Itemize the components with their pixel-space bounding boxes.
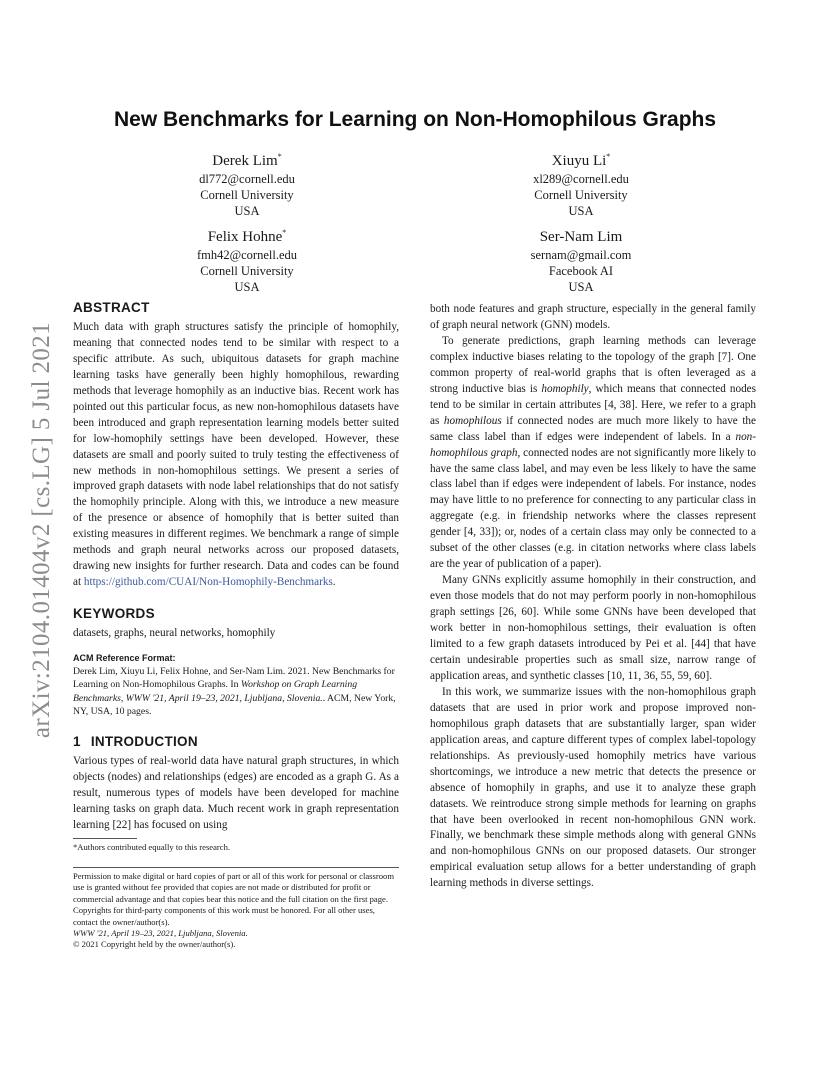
left-column <box>73 300 399 834</box>
paper-title: New Benchmarks for Learning on Non-Homophilous Graphs <box>113 108 717 131</box>
author-affiliation: Cornell University <box>534 188 628 202</box>
code-repository-link[interactable]: https://github.com/CUAI/Non-Homophily-Benchmarks <box>83 576 333 589</box>
author-block <box>471 151 691 219</box>
equal-contribution-mark: * <box>277 152 282 161</box>
author-country: USA <box>568 204 594 218</box>
author-email: xl289@cornell.edu <box>533 172 629 186</box>
introduction-paragraph: Various types of real-world data have natural graph structures, in which objects (nodes) and relationships (edges) are encoded as a graph G. As a result, numerous types of models have been developed for machine learning tasks on graph data. Much recent work in graph representation learning [22] has focused on using <box>73 755 399 832</box>
author-country: USA <box>568 280 594 294</box>
permission-divider <box>73 867 399 868</box>
author-name: Ser-Nam Lim <box>539 229 623 245</box>
acm-reference-text: Derek Lim, Xiuyu Li, Felix Hohne, and Ser-Nam Lim. 2021. New Benchmarks for Learning on Non-Homophilous Graphs. In Workshop on Graph Learning Benchmarks, WWW '21, April 19–23, 2021, Ljubljana, Slovenia.. ACM, New York, NY, USA, 10 pages. <box>73 666 396 717</box>
author-email: fmh42@cornell.edu <box>196 248 298 262</box>
permission-block <box>73 871 399 951</box>
arxiv-id: arXiv:2104.01404v2 [cs.LG] 5 Jul 2021 <box>28 321 55 739</box>
author-email: dl772@cornell.edu <box>199 172 295 186</box>
author-affiliation: Cornell University <box>200 188 294 202</box>
permission-venue: WWW '21, April 19–23, 2021, Ljubljana, Slovenia. <box>73 928 248 939</box>
introduction-heading: 1 INTRODUCTION <box>73 734 198 750</box>
author-email: sernam@gmail.com <box>530 248 632 262</box>
equal-contribution-mark: * <box>606 152 611 161</box>
keywords-heading: KEYWORDS <box>73 606 155 622</box>
author-affiliation: Facebook AI <box>548 264 614 278</box>
footnote-divider <box>73 838 137 839</box>
equal-contribution-mark: * <box>282 228 287 237</box>
abstract-heading: ABSTRACT <box>73 300 150 315</box>
intro-paragraph-1: both node features and graph structure, especially in the general family of graph neural network (GNN) models. <box>430 303 756 331</box>
arxiv-stamp <box>22 300 62 760</box>
intro-paragraph-3: Many GNNs explicitly assume homophily in their construction, and even those models that do not may perform poorly in non-homophilous graph settings [26, 60]. While some GNNs have been developed that work better in non-homophilous settings, their evaluation is often limited to a few graph datasets introduced by Pei et al. [44] that have certain undesirable properties such as small size, narrow range of application areas, and synthetic classes [10, 11, 36, 55, 59, 60]. <box>430 574 756 682</box>
keywords-text: datasets, graphs, neural networks, homophily <box>73 627 276 640</box>
author-name: Derek Lim* <box>212 152 282 169</box>
right-column <box>430 302 756 892</box>
author-block <box>471 227 691 295</box>
intro-paragraph-4: In this work, we summarize issues with the non-homophilous graph datasets that are used in prior work and propose improved non-homophilous graph datasets that are substantially larger, span wider application areas, and capture different types of complex label-topology relationships. As previously-used homophily metrics have various shortcomings, we introduce a new metric that detects the presence or absence of homophily in graphs, and use it to analyze these graph datasets. We reintroduce strong simple methods for learning on graphs that have been overlooked in recent non-homophilous GNN work. Finally, we benchmark these simple methods along with general GNNs and non-homophilous GNNs on our proposed datasets. Our stronger empirical evaluation setup allows for a better understanding of graph learning methods in diverse settings. <box>430 685 756 890</box>
intro-paragraph-2: To generate predictions, graph learning methods can leverage complex inductive biases relating to the topology of the graph [7]. One common property of real-world graphs that is often leveraged as a strong inductive bias is homophily, which means that connected nodes tend to be similar in certain attributes [4, 38]. Here, we refer to a graph as homophilous if connected nodes are much more likely to have the same class label than if edges were independent of labels. In a non-homophilous graph, connected nodes are not significantly more likely to have the same class label, and may even be less likely to have the same class label than if edges were independent of labels. For instance, nodes may have little to no preference for connecting to any particular class in aggregate (e.g. in friendship networks where the classes represent gender [4, 33]); or, nodes of a certain class may only be connected to a subset of the other classes (e.g. in citation networks where class labels are the year of publication of a paper). <box>430 334 756 571</box>
copyright-notice: © 2021 Copyright held by the owner/author(s). <box>73 939 236 950</box>
permission-text: Permission to make digital or hard copies of part or all of this work for personal or classroom use is granted without fee provided that copies are not made or distributed for profit or commercial advantage and that copies bear this notice and the full citation on the first page. Copyrights for third-party components of this work must be honored. For all other uses, contact the owner/author(s). <box>73 871 394 927</box>
author-block <box>137 227 357 295</box>
author-country: USA <box>234 280 260 294</box>
author-name: Xiuyu Li* <box>551 152 611 169</box>
footnote: *Authors contributed equally to this research. <box>73 842 231 852</box>
abstract-text: Much data with graph structures satisfy the principle of homophily, meaning that connected nodes tend to be similar with respect to a specific attribute. As such, ubiquitous datasets for graph machine learning tasks have generally been highly homophilous, rewarding methods that leverage homophily as an inductive bias. Recent work has pointed out this particular focus, as new non-homophilous datasets have been introduced and graph representation learning models better suited for low-homophily settings have been developed. However, these datasets are small and poorly suited to truly testing the effectiveness of new methods in non-homophilous settings. We present a series of improved graph datasets with node label relationships that do not satisfy the homophily principle. Along with this, we introduce a new measure of the presence or absence of homophily that is better suited than existing measures in different regimes. We benchmark a range of simple methods and graph neural networks across our proposed datasets, drawing new insights for further research. Data and codes can be found at https://github.com/CUAI/Non-Homophily-Benchmarks. <box>73 320 399 589</box>
author-affiliation: Cornell University <box>200 264 294 278</box>
author-country: USA <box>234 204 260 218</box>
acm-reference-heading: ACM Reference Format: <box>73 653 176 664</box>
author-block <box>137 151 357 219</box>
author-name: Felix Hohne* <box>207 228 287 245</box>
